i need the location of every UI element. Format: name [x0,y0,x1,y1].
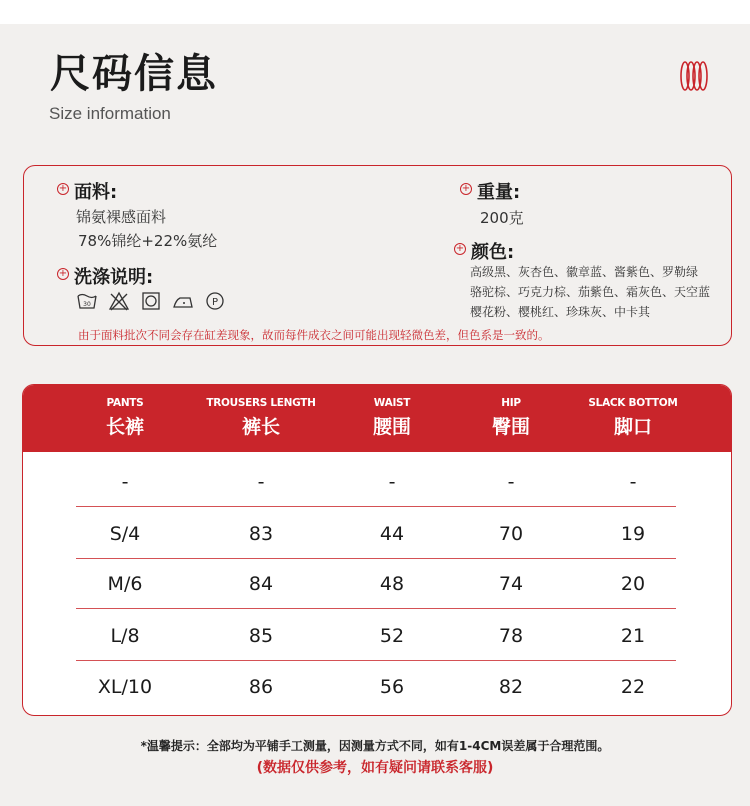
table-cell: 21 [620,625,646,647]
top-band [0,0,750,24]
table-cell: L/8 [110,625,140,647]
measurement-tip: *温馨提示：全部均为平铺手工测量，因测量方式不同，如有1-4CM误差属于合理范围。 [140,739,610,753]
tumble-dry-icon [140,290,162,312]
header-slack-bottom: SLACK BOTTOM 脚口 [588,397,678,438]
page-subtitle: Size information [49,104,171,123]
care-icons [76,290,226,312]
table-header [23,385,731,452]
table-cell: 20 [620,573,646,595]
table-cell: 44 [379,523,405,545]
dry-clean-p-icon [204,290,226,312]
plus-circle-icon: + [58,268,68,279]
weight-label: 重量: [477,182,521,203]
care-label: 洗涤说明: [74,267,154,288]
table-cell: 52 [379,625,405,647]
colors-line-3: 樱花粉、樱桃红、珍珠灰、中卡其 [470,305,651,319]
header-trousers-length: TROUSERS LENGTH 裤长 [206,397,316,438]
table-cell: - [507,471,515,493]
reference-disclaimer: (数据仅供参考，如有疑问请联系客服) [256,760,494,776]
table-cell: 84 [248,573,274,595]
size-table [22,384,732,716]
table-row [76,509,676,559]
hand-wash-30-icon [76,290,98,312]
table-cell: 78 [498,625,524,647]
table-cell: 85 [248,625,274,647]
table-cell: M/6 [107,573,143,595]
table-cell: 74 [498,573,524,595]
row-divider [76,660,676,661]
plus-circle-icon: + [461,183,471,194]
fabric-composition: 78%锦纶+22%氨纶 [78,232,218,250]
weight-value: 200克 [480,209,524,227]
table-cell: - [121,471,129,493]
product-info-panel [23,165,732,346]
table-row [76,457,676,507]
plus-circle-icon: + [455,243,465,254]
table-cell: 82 [498,676,524,698]
table-row [76,662,676,712]
row-divider [76,608,676,609]
color-variance-note: 由于面料批次不同会存在缸差现象，故而每件成衣之间可能出现轻微色差，但色系是一致的。 [78,328,550,342]
svg-text:P: P [211,297,219,308]
table-cell: 70 [498,523,524,545]
table-cell: S/4 [109,523,141,545]
row-divider [76,506,676,507]
table-cell: - [388,471,396,493]
do-not-bleach-icon [108,290,130,312]
table-cell: 22 [620,676,646,698]
table-cell: - [257,471,265,493]
table-cell: 86 [248,676,274,698]
iron-low-icon [172,290,194,312]
fabric-label: 面料: [74,182,118,203]
header-hip: HIP 臀围 [491,397,531,438]
svg-text:30: 30 [83,301,91,308]
table-cell: 48 [379,573,405,595]
fabric-name: 锦氨裸感面料 [76,208,167,226]
table-cell: - [629,471,637,493]
table-cell: XL/10 [97,676,153,698]
color-label: 颜色: [471,242,515,263]
table-cell: 19 [620,523,646,545]
table-cell: 83 [248,523,274,545]
page-title: 尺码信息 [50,51,218,97]
table-cell: 56 [379,676,405,698]
rings-logo-icon [679,60,711,92]
plus-circle-icon: + [58,183,68,194]
table-row [76,559,676,609]
header-waist: WAIST 腰围 [372,397,412,438]
header-pants: PANTS 长裤 [105,397,145,438]
colors-line-1: 高级黑、灰杏色、徽章蓝、酱紫色、罗勒绿 [470,265,699,279]
colors-line-2: 骆驼棕、巧克力棕、茄紫色、霜灰色、天空蓝 [470,285,711,299]
table-row [76,611,676,661]
